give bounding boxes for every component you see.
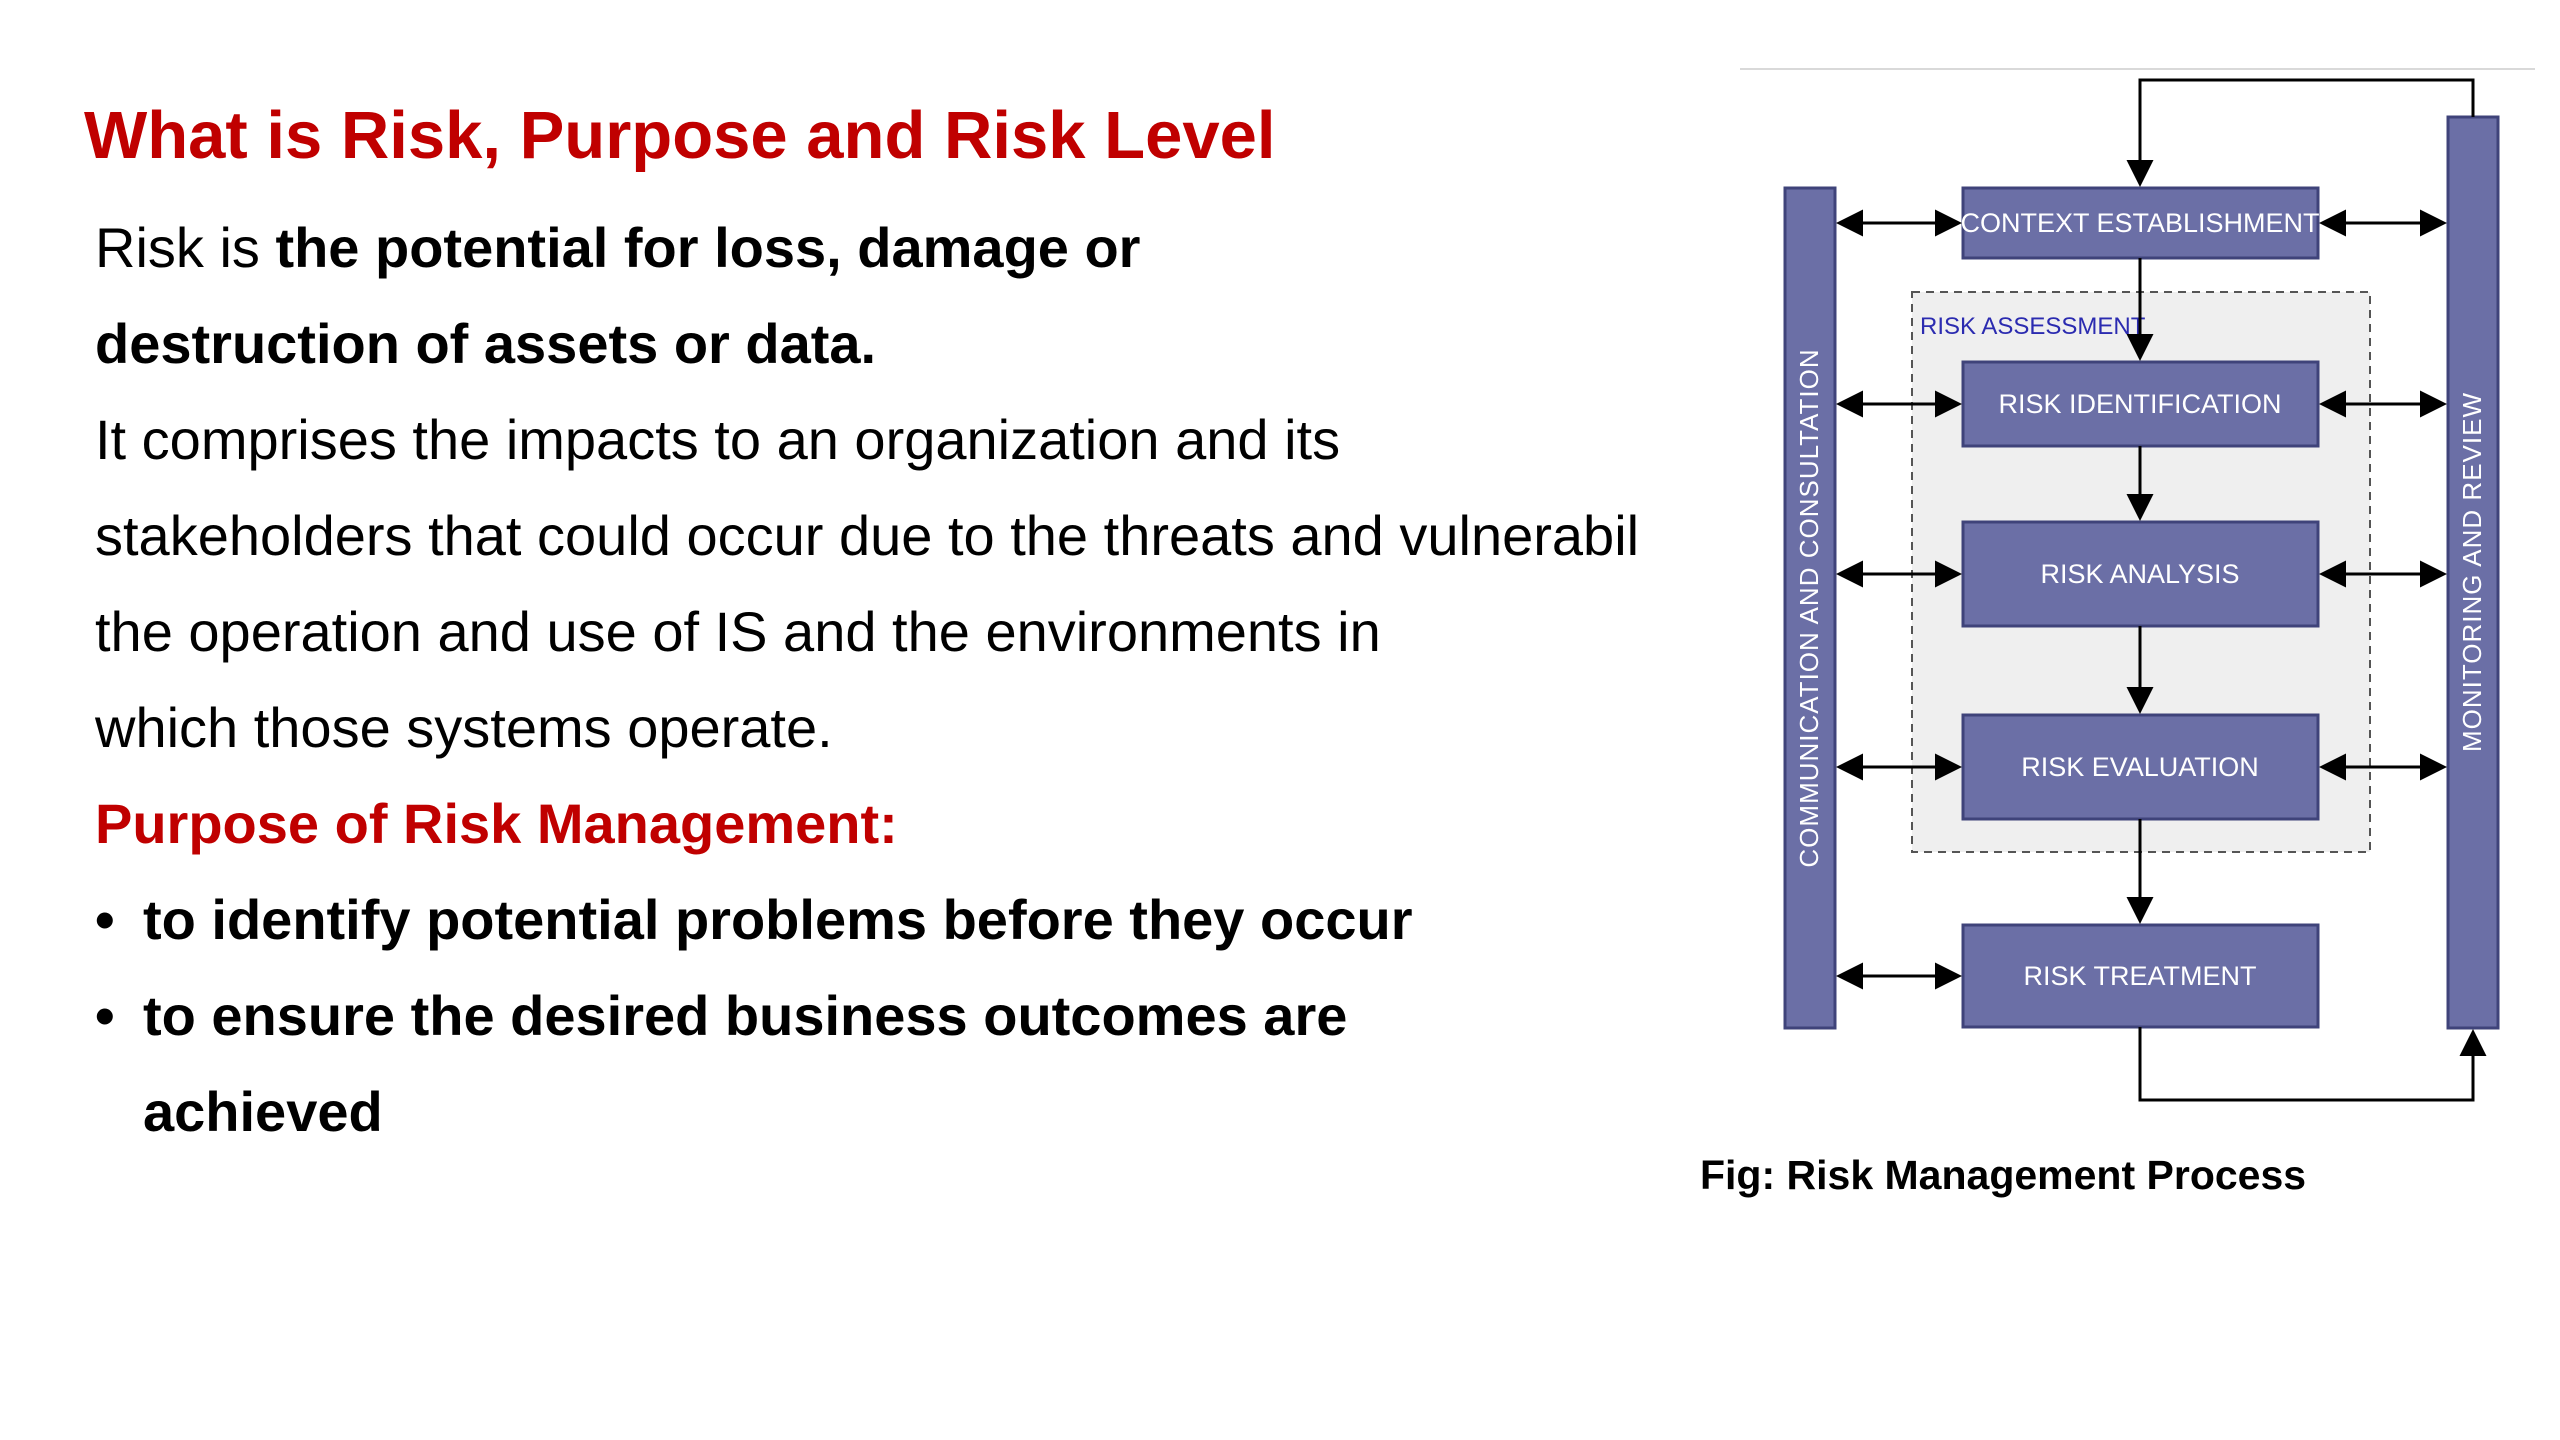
step-label: RISK IDENTIFICATION: [1998, 389, 2282, 419]
slide-title: What is Risk, Purpose and Risk Level: [84, 98, 1276, 173]
paragraph-line: the operation and use of IS and the environments in: [95, 600, 1381, 663]
feedback-arrow-top: [2140, 80, 2473, 184]
step-label: RISK EVALUATION: [2021, 752, 2259, 782]
risk-assessment-label: RISK ASSESSMENT: [1920, 313, 2146, 340]
feedback-arrow-bottom: [2140, 1027, 2473, 1100]
definition-bold-1: the potential for loss, damage or: [275, 216, 1141, 279]
step-label: RISK ANALYSIS: [2040, 559, 2240, 589]
bullet-text: to identify potential problems before they occur: [143, 888, 1413, 951]
definition-bold-2: destruction of assets or data.: [95, 312, 877, 375]
step-label: CONTEXT ESTABLISHMENT: [1960, 208, 2320, 238]
paragraph-line: It comprises the impacts to an organization and its: [95, 408, 1341, 471]
figure-caption: Fig: Risk Management Process: [1700, 1152, 2307, 1198]
purpose-heading: Purpose of Risk Management:: [95, 792, 898, 855]
monitoring-bar-label: MONITORING AND REVIEW: [2457, 392, 2487, 752]
bullet-icon: •: [95, 984, 115, 1047]
bullet-icon: •: [95, 888, 115, 951]
definition-prefix: Risk is: [95, 216, 276, 279]
bullet-text: to ensure the desired business outcomes are achieved: [143, 984, 1348, 1143]
paragraph-line: stakeholders that could occur due to the threats and vulnerabil: [95, 504, 1640, 567]
communication-bar-label: COMMUNICATION AND CONSULTATION: [1794, 348, 1824, 868]
step-label: RISK TREATMENT: [2023, 961, 2257, 991]
paragraph-line: which those systems operate.: [95, 696, 833, 759]
